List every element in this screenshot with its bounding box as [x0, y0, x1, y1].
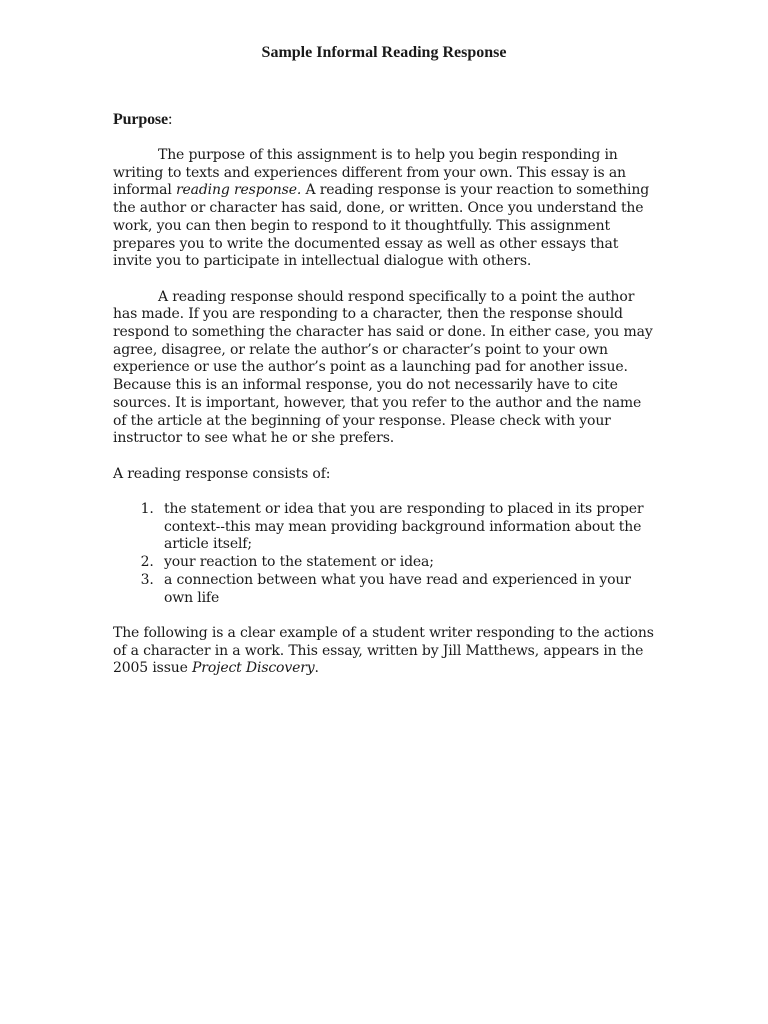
list-item: 1. the statement or idea that you are responding to placed in its proper context--this may mean providing background information about the article itself; [158, 501, 658, 554]
purpose-heading-colon: : [167, 111, 173, 128]
document-body [113, 110, 658, 696]
para1-text-b: A reading response is your reaction to something the author or character has said, done, or written. Once you understand the work, you can then begin to respond to it thoughtfully. This assignment prepares you to write the documented essay as well as other essays that invite you to participate in intellectual dialogue with others. [113, 182, 650, 270]
para1-italic-term: reading response. [176, 182, 302, 199]
purpose-paragraph-1 [113, 147, 658, 271]
publication-name: Project Discovery [192, 660, 315, 677]
consists-intro: A reading response consists of: [113, 465, 331, 482]
purpose-heading [113, 110, 658, 130]
closing-text-a: The following is a clear example of a student writer responding to the actions of a character in a work. This essay, written by Jill Matthews, appears in the 2005 issue [113, 624, 654, 677]
para1-text-a: The purpose of this assignment is to help you begin responding in writing to texts and experiences different from your own. This essay is an informal [113, 147, 626, 199]
components-list [113, 501, 658, 607]
purpose-heading-text: Purpose [113, 111, 168, 128]
purpose-paragraph-2: A reading response should respond specifically to a point the author has made. If you are responding to a character, then the response should respond to something the character has said or done. In either case, you may agree, disagree, or relate the author’s or character’s point to your own experience or use the author’s point as a launching pad for another issue. Because this is an informal response, you do not necessarily have to cite sources. It is important, however, that you refer to the author and the name of the article at the beginning of your response. Please check with your instructor to see what he or she prefers. [113, 288, 653, 447]
list-item: 3. a connection between what you have read and experienced in your own life [158, 572, 658, 607]
closing-text-b: . [314, 660, 319, 677]
list-item: 2. your reaction to the statement or idea; [158, 554, 658, 572]
document-title: Sample Informal Reading Response [261, 44, 507, 61]
closing-paragraph [113, 625, 658, 678]
